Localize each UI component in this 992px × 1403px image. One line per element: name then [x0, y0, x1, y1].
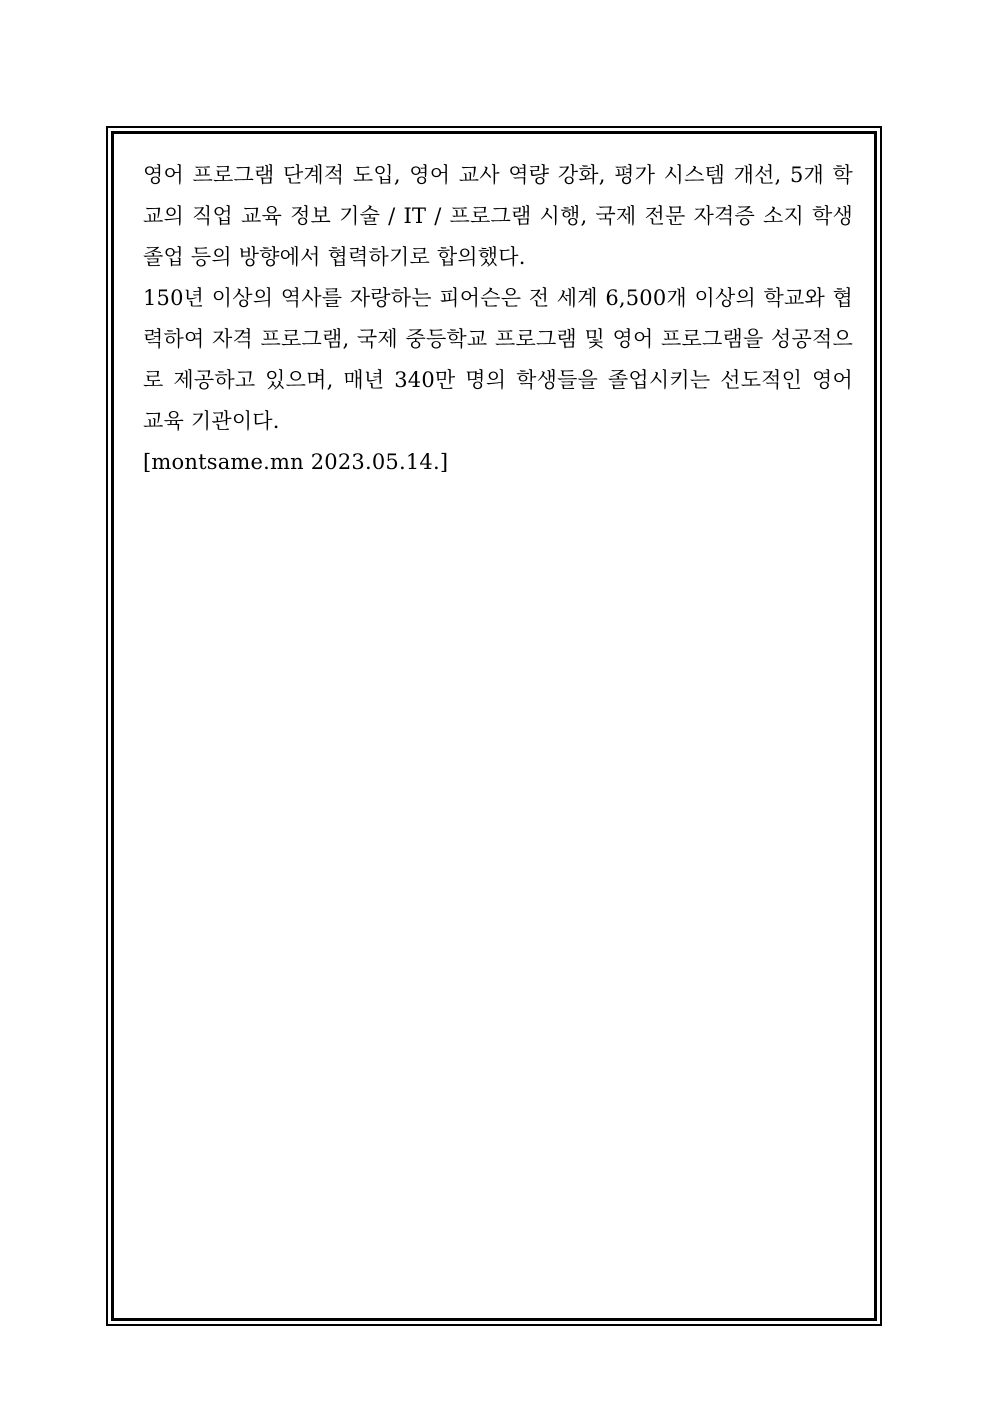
source-citation: [montsame.mn 2023.05.14.]: [143, 450, 449, 474]
article-body: [143, 155, 853, 483]
paragraph-cooperation: 영어 프로그램 단계적 도입, 영어 교사 역량 강화, 평가 시스템 개선, 5개 학교의 직업 교육 정보 기술 / IT / 프로그램 시행, 국제 전문 자격증 소지 학생 졸업 등의 방향에서 협력하기로 합의했다.: [143, 163, 853, 269]
paragraph-pearson: 150년 이상의 역사를 자랑하는 피어슨은 전 세계 6,500개 이상의 학교와 협력하여 자격 프로그램, 국제 중등학교 프로그램 및 영어 프로그램을 성공적으로 제공하고 있으며, 매년 340만 명의 학생들을 졸업시키는 선도적인 영어 교육 기관이다.: [143, 286, 853, 433]
